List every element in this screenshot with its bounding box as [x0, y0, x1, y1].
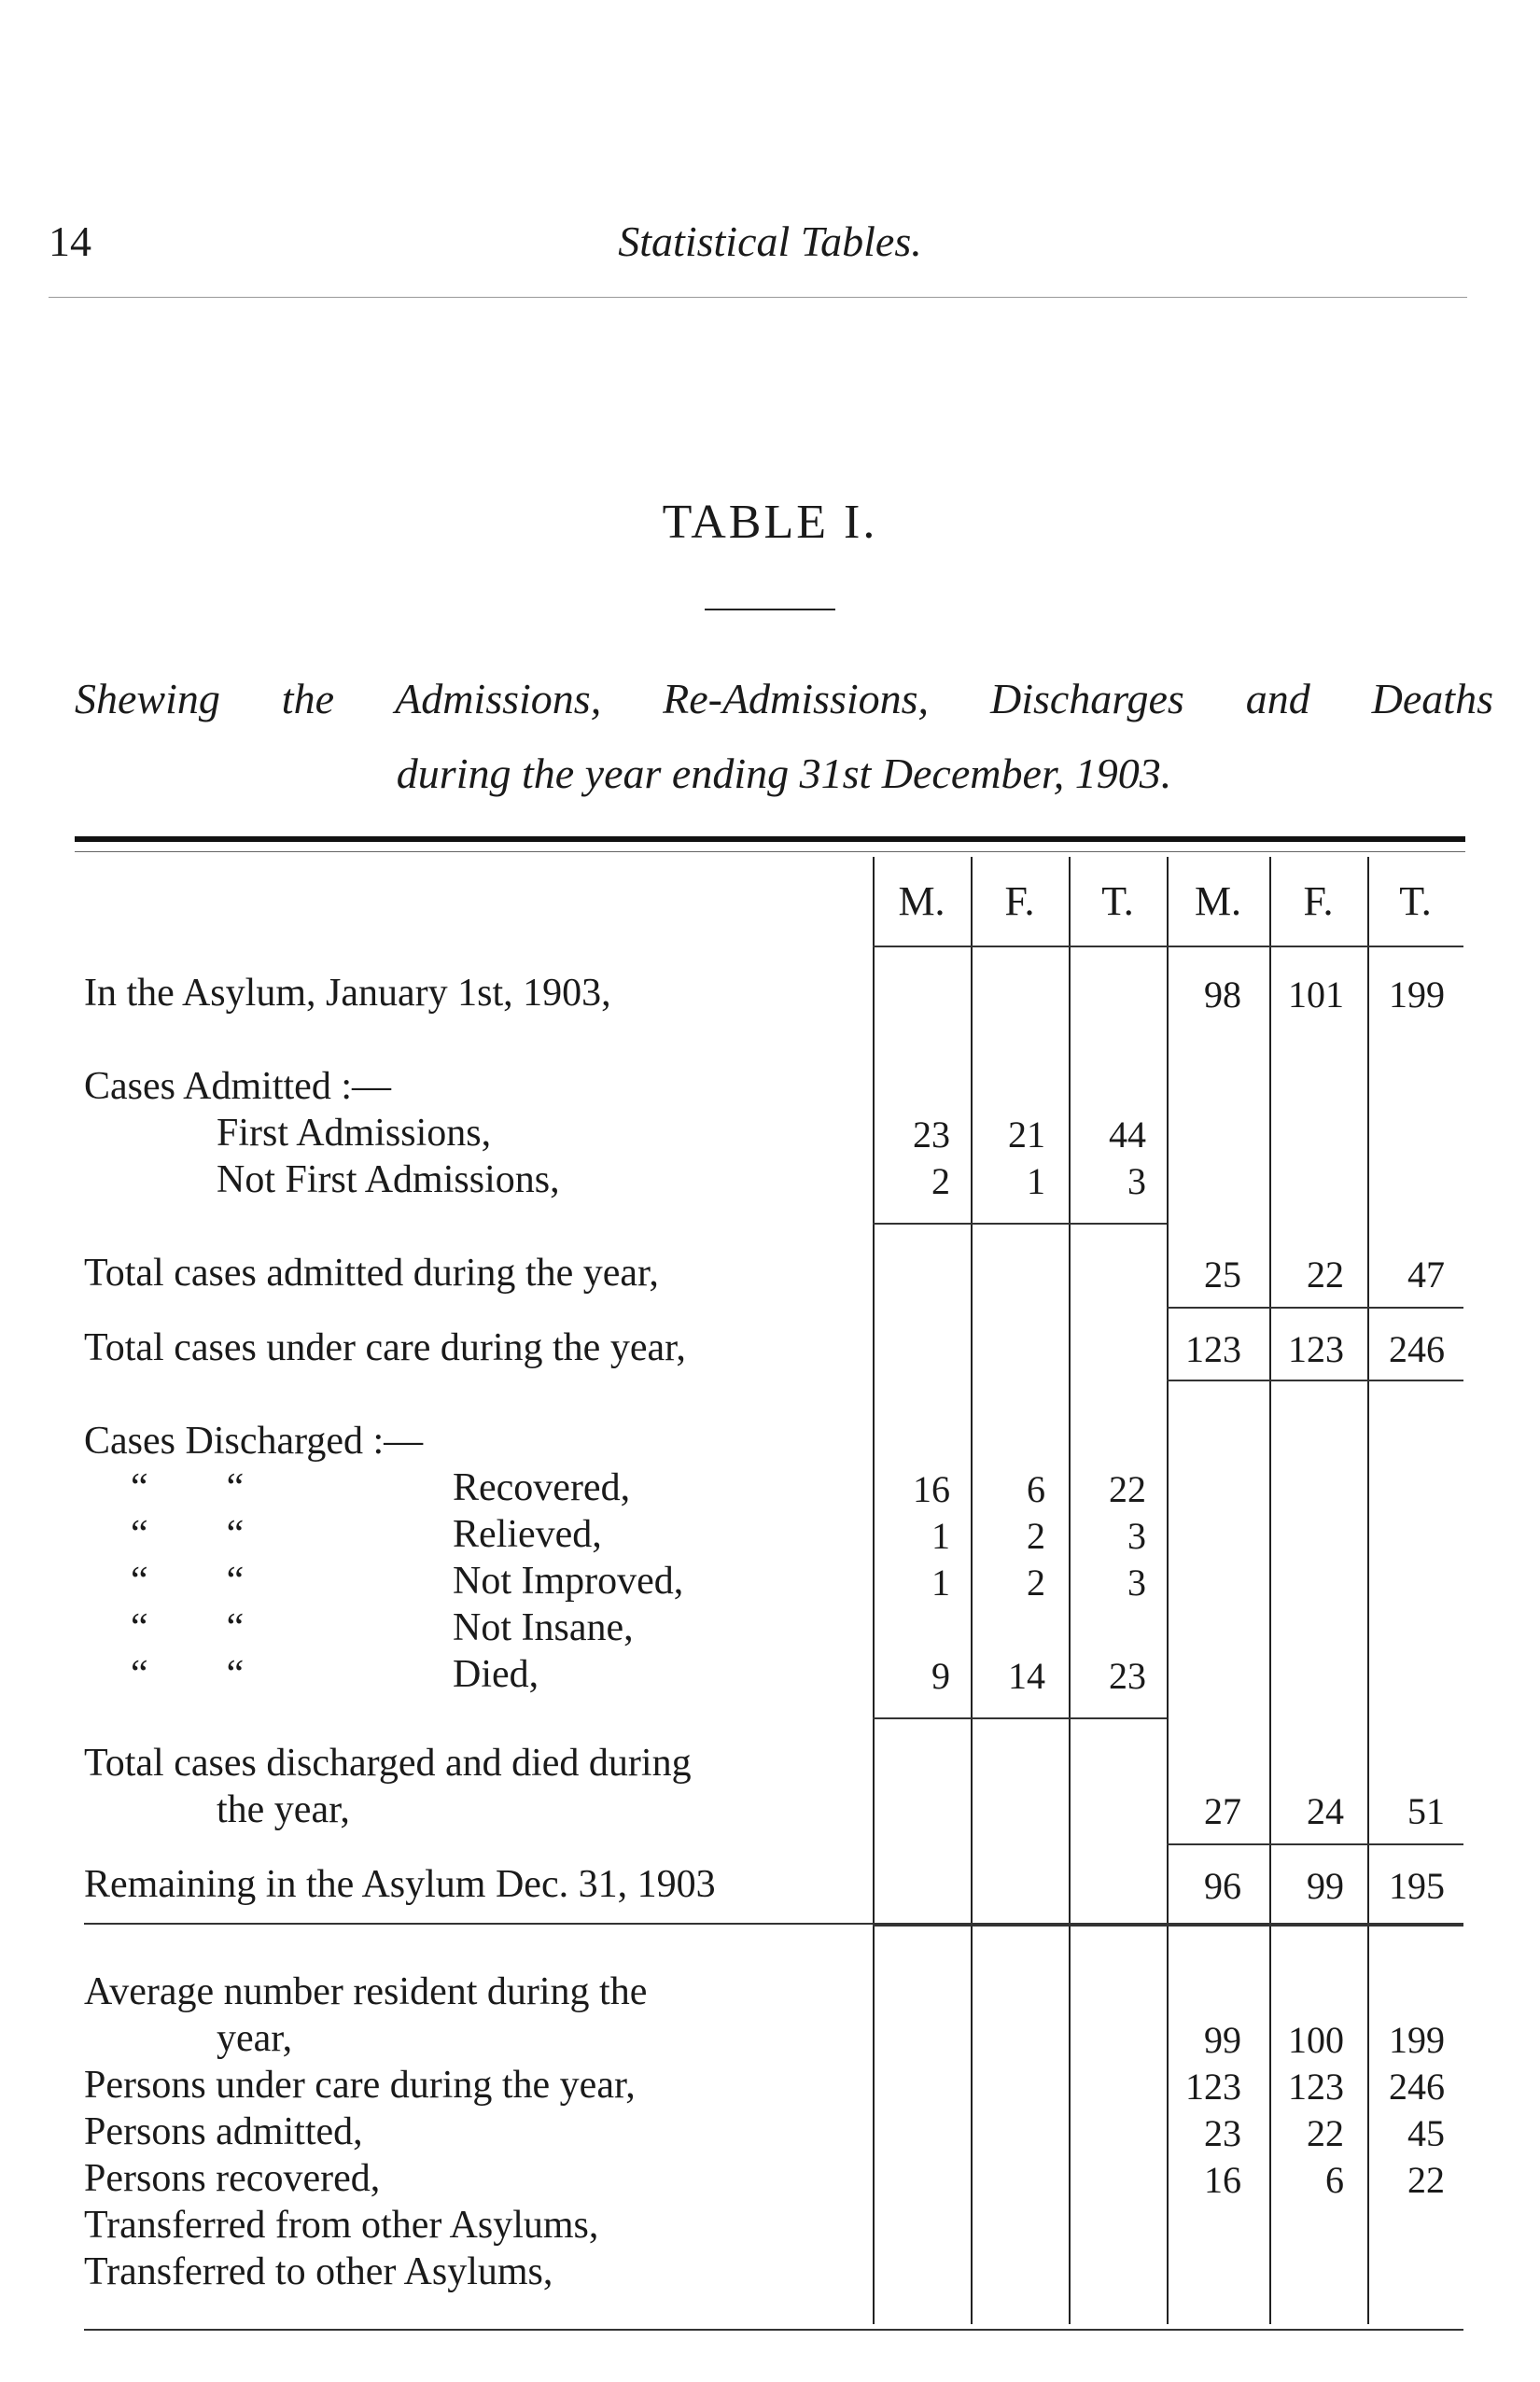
- cell-value: 45: [1407, 2112, 1445, 2154]
- cell-value: 51: [1407, 1790, 1445, 1832]
- cell-value: 23: [913, 1114, 950, 1156]
- cell-value: 3: [1127, 1160, 1146, 1202]
- row-label: Persons recovered,: [84, 2157, 381, 2200]
- cell-value: 25: [1204, 1254, 1241, 1296]
- row-label: Died,: [453, 1653, 539, 1696]
- column-rule: [971, 857, 973, 2324]
- cell-value: 2: [931, 1160, 950, 1202]
- row-label: Cases Discharged :—: [84, 1420, 424, 1463]
- cell-value: 96: [1204, 1865, 1241, 1907]
- admissions-subtotal-rule: [873, 1223, 1167, 1225]
- cell-value: 98: [1204, 974, 1241, 1016]
- cell-value: 1: [931, 1515, 950, 1557]
- ditto-marks: “ “: [131, 1466, 245, 1509]
- cell-value: 22: [1307, 2112, 1344, 2154]
- ditto-marks: “ “: [131, 1653, 245, 1696]
- discharges-subtotal-rule: [873, 1717, 1167, 1719]
- column-header: M.: [898, 878, 945, 924]
- cell-value: 16: [1204, 2159, 1241, 2201]
- row-label: year,: [217, 2017, 293, 2060]
- row-label: Total cases under care during the year,: [84, 1326, 686, 1369]
- cell-value: 14: [1008, 1655, 1045, 1697]
- row-label: Relieved,: [453, 1513, 602, 1556]
- cell-value: 3: [1127, 1515, 1146, 1557]
- cell-value: 44: [1109, 1114, 1146, 1156]
- cell-value: 23: [1204, 2112, 1241, 2154]
- row-label: Not Insane,: [453, 1606, 634, 1649]
- cell-value: 123: [1185, 2066, 1241, 2108]
- row-label: Recovered,: [453, 1466, 631, 1509]
- ditto-marks: “ “: [131, 1560, 245, 1603]
- cell-value: 1: [931, 1562, 950, 1604]
- column-rule: [873, 857, 875, 2324]
- cell-value: 6: [1325, 2159, 1344, 2201]
- cell-value: 3: [1127, 1562, 1146, 1604]
- cell-value: 1: [1027, 1160, 1045, 1202]
- row-label: In the Asylum, January 1st, 1903,: [84, 972, 611, 1015]
- ditto-marks: “ “: [131, 1606, 245, 1649]
- row-label: Transferred from other Asylums,: [84, 2204, 599, 2247]
- title-rule: [705, 609, 835, 610]
- row-label: Total cases admitted during the year,: [84, 1252, 659, 1295]
- row-label: Average number resident during the: [84, 1970, 648, 2013]
- column-header: F.: [1004, 878, 1035, 924]
- header-underline: [873, 946, 1463, 947]
- cell-value: 2: [1027, 1562, 1045, 1604]
- column-header: F.: [1303, 878, 1334, 924]
- caption-line-2: during the year ending 31st December, 1903.: [396, 750, 1172, 797]
- row-label: Persons admitted,: [84, 2110, 363, 2153]
- cell-value: 6: [1027, 1468, 1045, 1510]
- care-total-rule: [1167, 1380, 1463, 1381]
- row-label: Total cases discharged and died during: [84, 1742, 692, 1785]
- row-label: Remaining in the Asylum Dec. 31, 1903: [84, 1863, 716, 1906]
- table-bottom-rule: [84, 2329, 1463, 2331]
- running-title: Statistical Tables.: [618, 217, 922, 265]
- cell-value: 246: [1389, 2066, 1445, 2108]
- cell-value: 100: [1288, 2019, 1344, 2061]
- column-rule: [1167, 857, 1169, 2324]
- cell-value: 27: [1204, 1790, 1241, 1832]
- cell-value: 22: [1307, 1254, 1344, 1296]
- column-header: T.: [1101, 878, 1134, 924]
- cell-value: 195: [1389, 1865, 1445, 1907]
- column-header: T.: [1399, 878, 1432, 924]
- cell-value: 123: [1288, 1328, 1344, 1370]
- cell-value: 9: [931, 1655, 950, 1697]
- row-label: Not Improved,: [453, 1560, 684, 1603]
- admitted-total-rule: [1167, 1307, 1463, 1309]
- discharged-total-rule: [1167, 1843, 1463, 1845]
- caption-line-1: Shewing the Admissions, Re-Admissions, Discharges and Deaths: [75, 675, 1493, 722]
- cell-value: 22: [1407, 2159, 1445, 2201]
- cell-value: 123: [1288, 2066, 1344, 2108]
- cell-value: 47: [1407, 1254, 1445, 1296]
- table-top-rule: [75, 836, 1465, 842]
- page-number: 14: [49, 217, 91, 265]
- cell-value: 22: [1109, 1468, 1146, 1510]
- row-label: Cases Admitted :—: [84, 1065, 391, 1108]
- table-top-thin-rule: [75, 851, 1465, 852]
- header-divider: [49, 297, 1467, 298]
- table-title: TABLE I.: [662, 496, 878, 549]
- cell-value: 2: [1027, 1515, 1045, 1557]
- cell-value: 199: [1389, 974, 1445, 1016]
- cell-value: 24: [1307, 1790, 1344, 1832]
- cell-value: 101: [1288, 974, 1344, 1016]
- cell-value: 199: [1389, 2019, 1445, 2061]
- column-rule: [1269, 857, 1271, 2324]
- cell-value: 123: [1185, 1328, 1241, 1370]
- column-rule: [1367, 857, 1369, 2324]
- cell-value: 23: [1109, 1655, 1146, 1697]
- column-rule: [1069, 857, 1071, 2324]
- section-divider-rule-right: [873, 1925, 1463, 1927]
- row-label: First Admissions,: [217, 1112, 492, 1155]
- cell-value: 246: [1389, 1328, 1445, 1370]
- row-label: the year,: [217, 1788, 350, 1831]
- column-header: M.: [1194, 878, 1242, 924]
- row-label: Persons under care during the year,: [84, 2064, 636, 2107]
- ditto-marks: “ “: [131, 1513, 245, 1556]
- row-label: Not First Admissions,: [217, 1158, 560, 1201]
- cell-value: 99: [1307, 1865, 1344, 1907]
- row-label: Transferred to other Asylums,: [84, 2250, 553, 2293]
- cell-value: 99: [1204, 2019, 1241, 2061]
- cell-value: 21: [1008, 1114, 1045, 1156]
- cell-value: 16: [913, 1468, 950, 1510]
